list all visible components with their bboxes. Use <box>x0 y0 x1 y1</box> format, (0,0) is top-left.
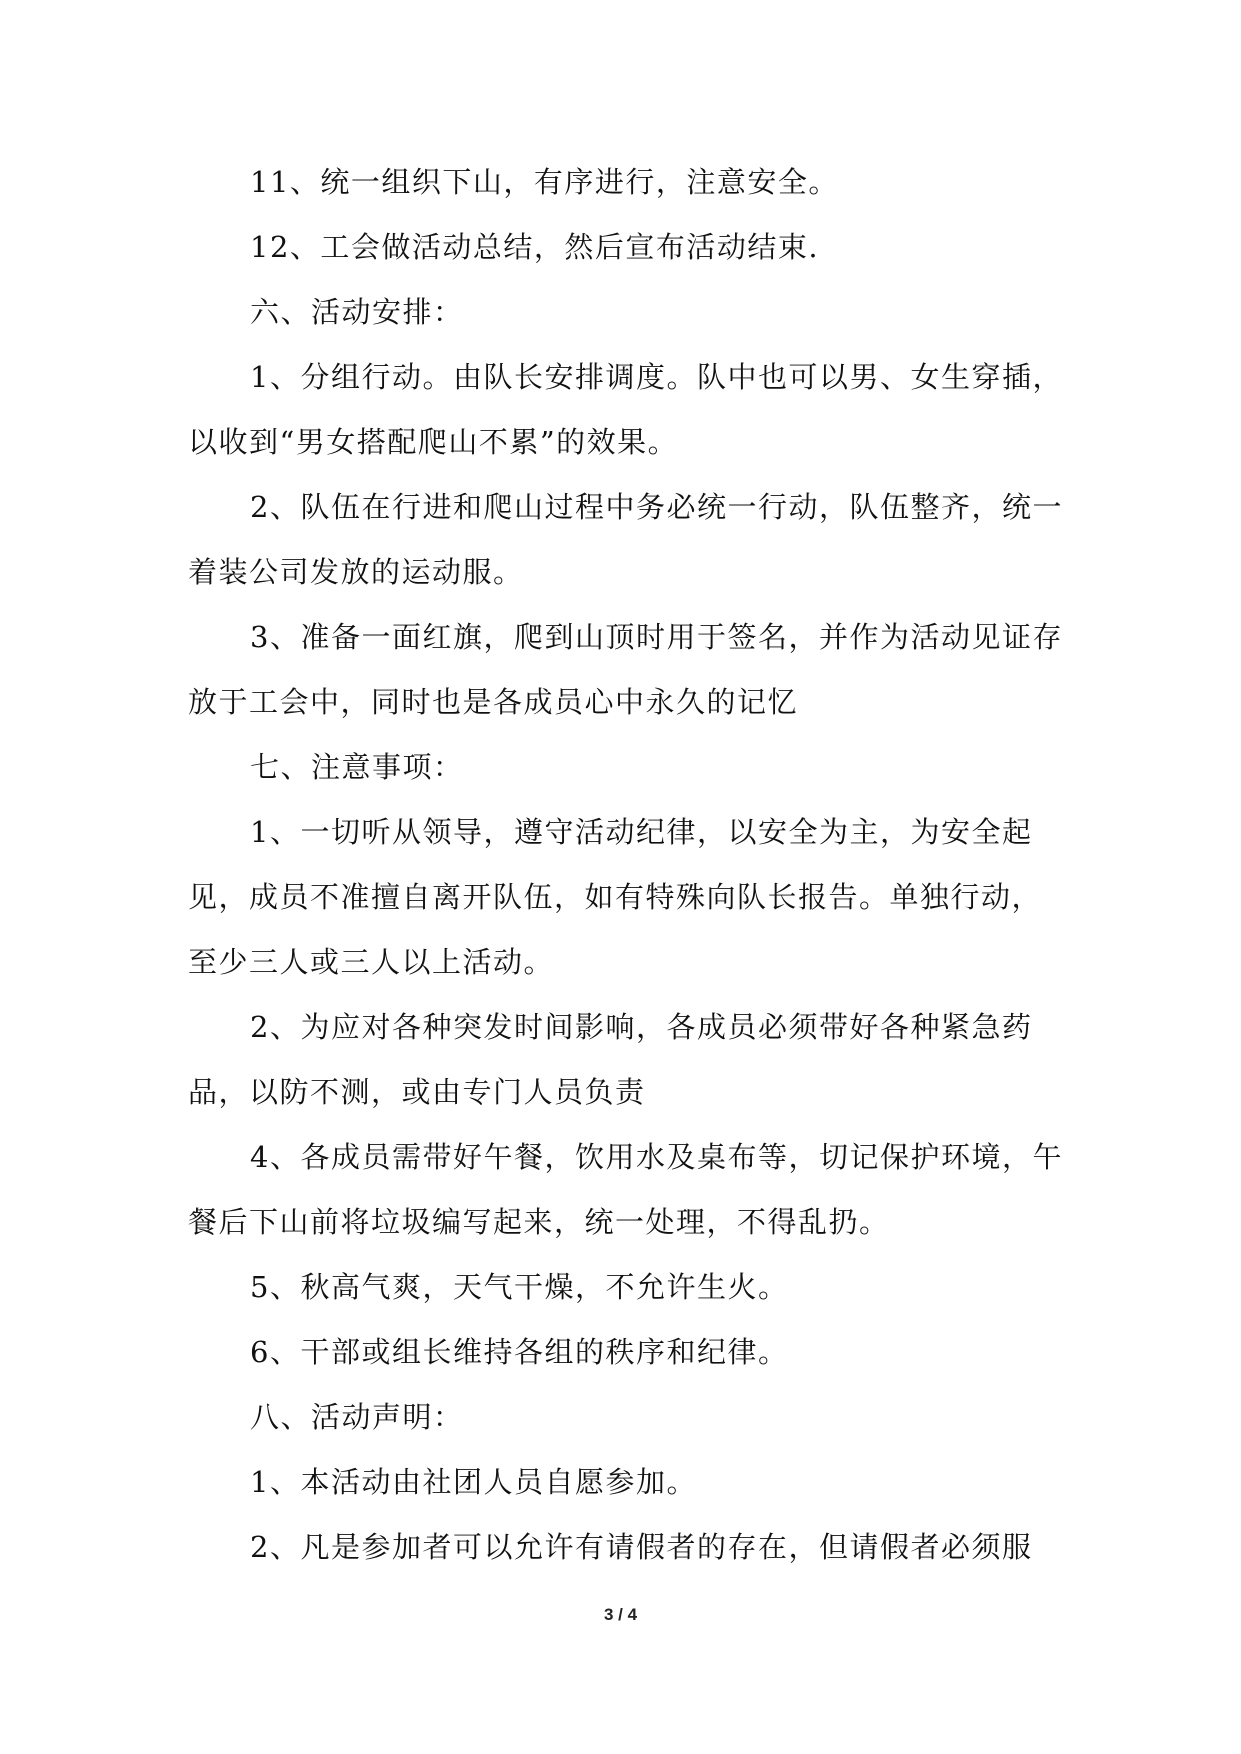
paragraph: 12、工会做活动总结，然后宣布活动结束. <box>250 230 820 264</box>
paragraph: 3、准备一面红旗，爬到山顶时用于签名，并作为活动见证存放于工会中，同时也是各成员心中永久的记忆 <box>188 620 1063 719</box>
page-number: 3 / 4 <box>603 1605 638 1624</box>
paragraph: 2、队伍在行进和爬山过程中务必统一行动，队伍整齐，统一着装公司发放的运动服。 <box>188 490 1063 589</box>
paragraph: 6、干部或组长维持各组的秩序和纪律。 <box>250 1335 789 1369</box>
paragraph: 4、各成员需带好午餐，饮用水及桌布等，切记保护环境，午餐后下山前将垃圾编写起来，统一处理，不得乱扔。 <box>188 1140 1063 1239</box>
section-heading: 六、活动安排： <box>250 295 464 329</box>
paragraph: 1、一切听从领导，遵守活动纪律，以安全为主，为安全起见，成员不准擅自离开队伍，如有特殊向队长报告。单独行动，至少三人或三人以上活动。 <box>188 815 1043 979</box>
paragraph: 1、分组行动。由队长安排调度。队中也可以男、女生穿插，以收到“男女搭配爬山不累”的效果。 <box>188 360 1063 459</box>
paragraph: 2、凡是参加者可以允许有请假者的存在，但请假者必须服 <box>250 1530 1033 1564</box>
paragraph: 2、为应对各种突发时间影响，各成员必须带好各种紧急药品，以防不测，或由专门人员负责 <box>188 1010 1033 1109</box>
document-body <box>188 150 1068 1580</box>
section-heading: 八、活动声明： <box>250 1400 464 1434</box>
section-heading: 七、注意事项： <box>250 750 464 784</box>
paragraph: 11、统一组织下山，有序进行，注意安全。 <box>250 165 839 199</box>
paragraph: 1、本活动由社团人员自愿参加。 <box>250 1465 697 1499</box>
paragraph: 5、秋高气爽，天气干燥，不允许生火。 <box>250 1270 789 1304</box>
